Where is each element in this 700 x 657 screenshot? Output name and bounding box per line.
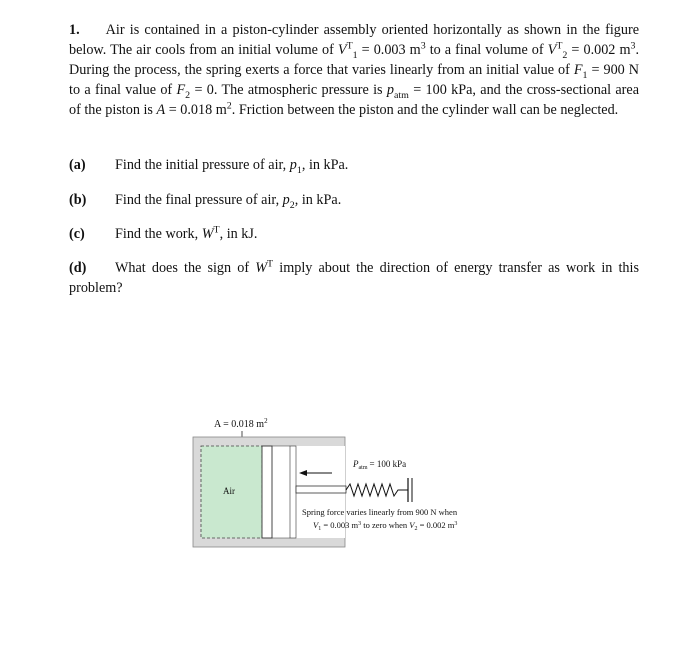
p1-sub: 1 (296, 164, 302, 176)
patm-label: $P_{atm} = 100$ kPa (353, 459, 407, 471)
piston-face (290, 446, 296, 538)
cube-sup: 3 (630, 40, 636, 52)
patm-value: = 100 kPa (408, 82, 473, 98)
statement-text: to a final value of (69, 82, 177, 98)
f2-value: = 0 (190, 82, 214, 98)
area-symbol: A (156, 102, 166, 118)
v2-symbol: V (547, 42, 557, 58)
work-symbol: W (255, 260, 268, 276)
spring (346, 484, 408, 496)
work-sup: T (213, 224, 220, 236)
square-sup: 2 (226, 100, 232, 112)
statement-text: . The atmospheric pressure is (213, 82, 387, 98)
area-label: A = 0.018 $m^2$ (214, 417, 268, 430)
area-value: = 0.018 m (165, 102, 227, 118)
f1-sub: 1 (582, 69, 588, 81)
p2-symbol: p (282, 192, 290, 208)
f2-sub: 2 (185, 89, 191, 101)
v1-sub: 1 (352, 49, 358, 61)
part-label: (b) (69, 192, 87, 208)
statement-text: . Friction between the piston and the cylinder wall can be neglected. (231, 102, 619, 118)
f1-value: = 900 N (587, 62, 639, 78)
work-sup: T (267, 258, 274, 270)
caption-line-2: $V_1 = 0.003$ $m^3$ to zero when $V_2 = 0.002$ $m^3$ (313, 520, 458, 532)
statement-text: to a final volume of (425, 42, 548, 58)
part-label: (a) (69, 157, 86, 173)
v1-value: = 0.003 m (357, 42, 421, 58)
part-text: , in kPa. (294, 192, 342, 208)
p1-symbol: p (289, 157, 297, 173)
v2-sub: 2 (562, 49, 568, 61)
v2-sup: T (556, 40, 563, 52)
f1-symbol: F (573, 62, 583, 78)
problem-number: 1. (69, 22, 80, 38)
part-label: (d) (69, 260, 87, 276)
part-text: Find the work, (115, 226, 202, 242)
statement-text: . During the process, the spring exerts a force that varies linearly from an initial value of (69, 42, 639, 78)
caption-line-1: Spring force varies linearly from 900 N when (302, 507, 458, 517)
part-text: imply about the direction of energy transfer as work in this problem? (69, 260, 639, 296)
part-text: Find the initial pressure of air, (115, 157, 290, 173)
v1-sup: T (346, 40, 353, 52)
part-label: (c) (69, 226, 85, 242)
statement-text: Air is contained in a piston-cylinder assembly oriented horizontally as shown in the figure below. The air cools from an initial volume of (69, 22, 639, 58)
v2-value: = 0.002 m (567, 42, 631, 58)
part-text: Find the final pressure of air, (115, 192, 283, 208)
air-label: Air (223, 486, 235, 496)
p2-sub: 2 (289, 199, 295, 211)
part-text: , in kJ. (219, 226, 258, 242)
piston (262, 446, 272, 538)
patm-symbol: p (386, 82, 394, 98)
part-text: , in kPa. (301, 157, 349, 173)
part-text: What does the sign of (115, 260, 256, 276)
patm-sub: atm (394, 89, 409, 101)
piston-rod (296, 486, 346, 493)
work-symbol: W (201, 226, 214, 242)
cube-sup: 3 (420, 40, 426, 52)
f2-symbol: F (176, 82, 186, 98)
statement-text: , and the cross-sectional area of the piston is (69, 82, 639, 118)
v1-symbol: V (337, 42, 347, 58)
